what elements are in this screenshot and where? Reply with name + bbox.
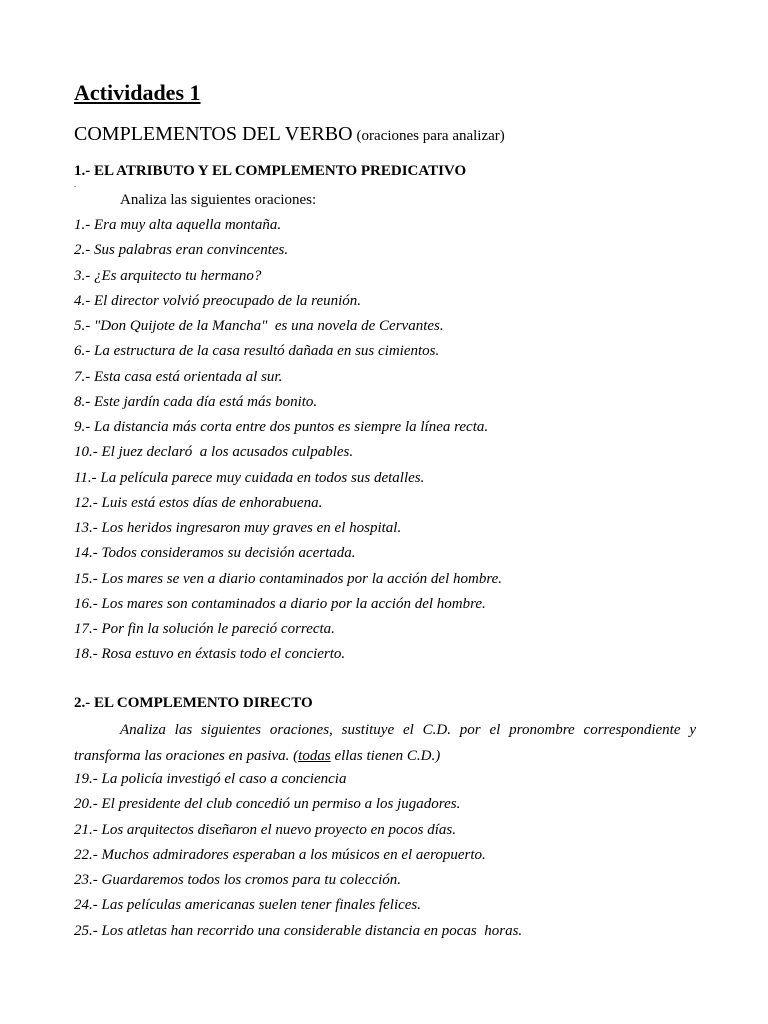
sentence-item: 10.- El juez declaró a los acusados culpables. (74, 444, 354, 461)
sentence-item: 17.- Por fin la solución le pareció correcta. (74, 621, 335, 637)
section2-title: 2.- EL COMPLEMENTO DIRECTO (74, 695, 313, 711)
sentence-item: 18.- Rosa estuvo en éxtasis todo el concierto. (74, 646, 346, 663)
sentence-item: 19.- La policía investigó el caso a conciencia (74, 771, 347, 787)
instruction-text-after: ellas tienen C.D.) (330, 747, 441, 764)
sentence-item: 2.- Sus palabras eran convincentes. (74, 242, 289, 259)
sentence-item: 12.- Luis está estos días de enhorabuena. (74, 494, 323, 511)
heading-main: COMPLEMENTOS DEL VERBO (74, 123, 353, 145)
instruction-text-before: Analiza las siguientes oraciones, sustituye el C.D. por el pronombre correspondiente y transforma las oraciones en pasiva. ( (74, 722, 696, 764)
sentence-item: 5.- "Don Quijote de la Mancha" es una novela de Cervantes. (74, 318, 444, 334)
sentence-item: 9.- La distancia más corta entre dos puntos es siempre la línea recta. (74, 419, 489, 435)
sentence-item: 24.- Las películas americanas suelen tener finales felices. (74, 897, 422, 914)
section1-title: 1.- EL ATRIBUTO Y EL COMPLEMENTO PREDICATIVO (74, 163, 467, 179)
heading-subtitle: (oraciones para analizar) (356, 128, 505, 144)
document-title: Actividades 1 (74, 80, 201, 105)
sentence-item: 16.- Los mares son contaminados a diario por la acción del hombre. (74, 595, 486, 612)
sentence-item: 8.- Este jardín cada día está más bonito. (74, 393, 318, 410)
sentence-item: 22.- Muchos admiradores esperaban a los músicos en el aeropuerto. (74, 846, 486, 863)
sentence-item: 25.- Los atletas han recorrido una considerable distancia en pocas horas. (74, 922, 523, 939)
sentence-item: 15.- Los mares se ven a diario contaminados por la acción del hombre. (74, 570, 503, 587)
sentence-item: 13.- Los heridos ingresaron muy graves en el hospital. (74, 520, 402, 536)
sentence-item: 11.- La película parece muy cuidada en todos sus detalles. (74, 469, 425, 486)
section1-dot: . (74, 180, 76, 189)
section1-instruction: Analiza las siguientes oraciones: (120, 192, 317, 208)
sentence-item: 20.- El presidente del club concedió un permiso a los jugadores. (74, 796, 461, 813)
sentence-item: 3.- ¿Es arquitecto tu hermano? (74, 267, 262, 284)
section2-instruction (74, 718, 696, 769)
section1-sentence-list (74, 215, 502, 670)
sentence-item: 6.- La estructura de la casa resultó dañada en sus cimientos. (74, 343, 440, 360)
sentence-item: 21.- Los arquitectos diseñaron el nuevo proyecto en pocos días. (74, 821, 457, 838)
sentence-item: 14.- Todos consideramos su decisión acertada. (74, 545, 356, 562)
sentence-item: 7.- Esta casa está orientada al sur. (74, 368, 283, 385)
sentence-item: 23.- Guardaremos todos los cromos para tu colección. (74, 872, 402, 888)
instruction-text-underlined: todas (298, 747, 331, 764)
sentence-item: 4.- El director volvió preocupado de la reunión. (74, 292, 362, 309)
sentence-item: 1.- Era muy alta aquella montaña. (74, 217, 282, 233)
document-heading (74, 121, 505, 149)
section2-sentence-list (74, 769, 522, 946)
